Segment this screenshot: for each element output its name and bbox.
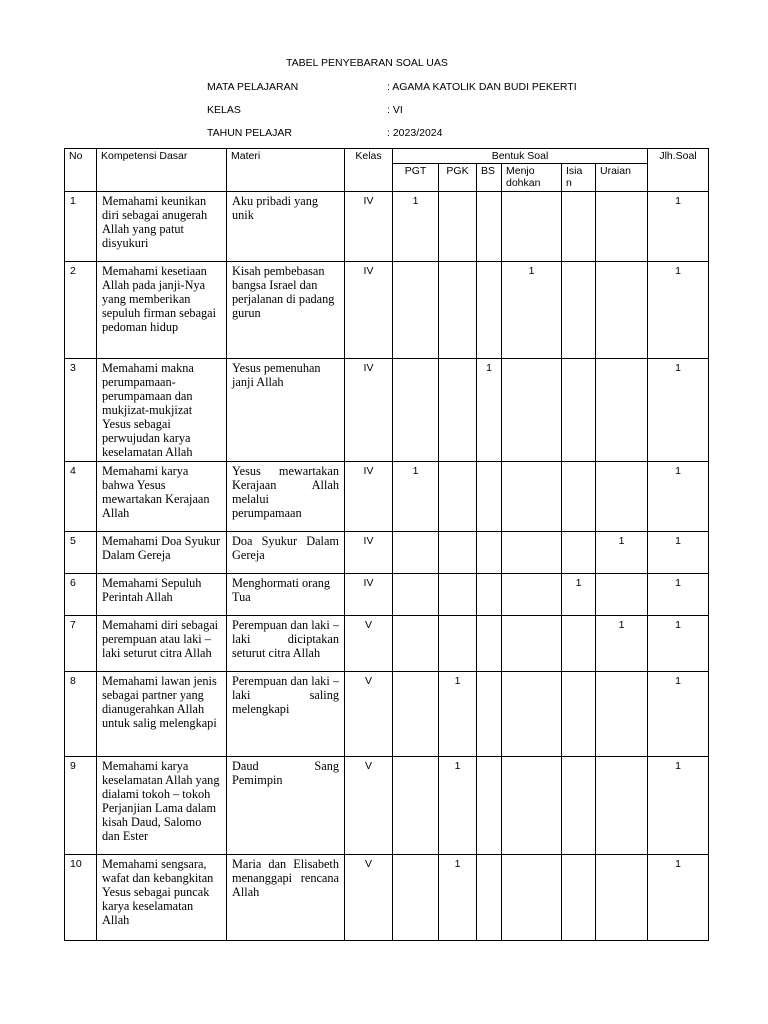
uraian-cell: [596, 262, 648, 359]
materi-cell: Doa Syukur Dalam Gereja: [227, 532, 345, 574]
uraian-cell: [596, 574, 648, 616]
materi-cell: Maria dan Elisabeth menanggapi rencana Allah: [227, 855, 345, 941]
table-row: [65, 574, 709, 616]
uraian-cell: [596, 672, 648, 757]
uraian-cell: [596, 359, 648, 462]
column-header-materi: Materi: [227, 149, 345, 192]
kelas-cell: IV: [345, 262, 393, 359]
menjodohkan-cell: [502, 532, 562, 574]
column-header-kompetensi: Kompetensi Dasar: [97, 149, 227, 192]
materi-cell: Perempuan dan laki – laki diciptakan seturut citra Allah: [227, 616, 345, 672]
kompetensi-cell: Memahami keunikan diri sebagai anugerah Allah yang patut disyukuri: [97, 192, 227, 262]
menjodohkan-cell: 1: [502, 262, 562, 359]
isian-cell: [562, 462, 596, 532]
materi-cell: Aku pribadi yang unik: [227, 192, 345, 262]
kelas-cell: V: [345, 757, 393, 855]
kompetensi-cell: Memahami Doa Syukur Dalam Gereja: [97, 532, 227, 574]
jumlah-soal-cell: 1: [648, 532, 709, 574]
isian-cell: [562, 672, 596, 757]
row-number-cell: 7: [65, 616, 97, 672]
kelas-cell: V: [345, 855, 393, 941]
materi-cell: Yesus mewartakan Kerajaan Allah melalui perumpamaan: [227, 462, 345, 532]
pgk-cell: [439, 262, 477, 359]
menjodohkan-cell: [502, 462, 562, 532]
pgt-cell: [393, 262, 439, 359]
menjodohkan-cell: [502, 855, 562, 941]
row-number-cell: 6: [65, 574, 97, 616]
table-body: [65, 192, 709, 941]
table-row: [65, 672, 709, 757]
kelas-cell: IV: [345, 192, 393, 262]
pgk-cell: [439, 192, 477, 262]
table-row: [65, 192, 709, 262]
bs-cell: [477, 574, 502, 616]
row-number-cell: 9: [65, 757, 97, 855]
kelas-cell: IV: [345, 532, 393, 574]
pgk-cell: [439, 532, 477, 574]
kelas-cell: IV: [345, 574, 393, 616]
bs-cell: [477, 672, 502, 757]
kompetensi-cell: Memahami makna perumpamaan-perumpamaan dan mukjizat-mukjizat Yesus sebagai perwujudan karya keselamatan Allah: [97, 359, 227, 462]
materi-cell: Daud Sang Pemimpin: [227, 757, 345, 855]
row-number-cell: 10: [65, 855, 97, 941]
jumlah-soal-cell: 1: [648, 192, 709, 262]
isian-cell: [562, 192, 596, 262]
isian-cell: [562, 616, 596, 672]
subcolumn-header-bs: BS: [477, 164, 502, 192]
kelas-cell: V: [345, 616, 393, 672]
materi-cell: Menghormati orang Tua: [227, 574, 345, 616]
pgk-cell: [439, 616, 477, 672]
pgt-cell: [393, 574, 439, 616]
table-header-row: [65, 149, 709, 164]
subcolumn-header-pgk: PGK: [439, 164, 477, 192]
row-number-cell: 4: [65, 462, 97, 532]
table-row: [65, 532, 709, 574]
table-row: [65, 855, 709, 941]
pgk-cell: 1: [439, 672, 477, 757]
menjodohkan-cell: [502, 574, 562, 616]
pgt-cell: 1: [393, 192, 439, 262]
bs-cell: 1: [477, 359, 502, 462]
jumlah-soal-cell: 1: [648, 855, 709, 941]
row-number-cell: 1: [65, 192, 97, 262]
kompetensi-cell: Memahami lawan jenis sebagai partner yang dianugerahkan Allah untuk salig melengkapi: [97, 672, 227, 757]
menjodohkan-cell: [502, 757, 562, 855]
table-row: [65, 262, 709, 359]
isian-cell: 1: [562, 574, 596, 616]
isian-cell: [562, 855, 596, 941]
table-row: [65, 359, 709, 462]
pgk-cell: [439, 462, 477, 532]
jumlah-soal-cell: 1: [648, 574, 709, 616]
subcolumn-header-isian: Isia n: [562, 164, 596, 192]
row-number-cell: 8: [65, 672, 97, 757]
table-row: [65, 462, 709, 532]
pgt-cell: [393, 532, 439, 574]
pgt-cell: [393, 855, 439, 941]
bs-cell: [477, 192, 502, 262]
kompetensi-cell: Memahami kesetiaan Allah pada janji-Nya yang memberikan sepuluh firman sebagai pedoman hidup: [97, 262, 227, 359]
kompetensi-cell: Memahami karya bahwa Yesus mewartakan Kerajaan Allah: [97, 462, 227, 532]
bs-cell: [477, 757, 502, 855]
pgt-cell: [393, 616, 439, 672]
uraian-cell: 1: [596, 532, 648, 574]
table-row: [65, 757, 709, 855]
pgk-cell: 1: [439, 757, 477, 855]
jumlah-soal-cell: 1: [648, 262, 709, 359]
bs-cell: [477, 855, 502, 941]
bs-cell: [477, 616, 502, 672]
kompetensi-cell: Memahami Sepuluh Perintah Allah: [97, 574, 227, 616]
pgk-cell: 1: [439, 855, 477, 941]
table-row: [65, 616, 709, 672]
subcolumn-header-uraian: Uraian: [596, 164, 648, 192]
menjodohkan-cell: [502, 616, 562, 672]
subcolumn-header-menjodohkan: Menjo dohkan: [502, 164, 562, 192]
pgt-cell: [393, 672, 439, 757]
kelas-cell: IV: [345, 359, 393, 462]
jumlah-soal-cell: 1: [648, 462, 709, 532]
isian-cell: [562, 262, 596, 359]
column-header-jumlah: Jlh.Soal: [648, 149, 709, 192]
info-label-class: KELAS: [207, 104, 241, 116]
menjodohkan-cell: [502, 359, 562, 462]
jumlah-soal-cell: 1: [648, 616, 709, 672]
kompetensi-cell: Memahami karya keselamatan Allah yang dialami tokoh – tokoh Perjanjian Lama dalam kisah Daud, Salomo dan Ester: [97, 757, 227, 855]
row-number-cell: 5: [65, 532, 97, 574]
menjodohkan-cell: [502, 192, 562, 262]
jumlah-soal-cell: 1: [648, 672, 709, 757]
uraian-cell: [596, 192, 648, 262]
isian-cell: [562, 359, 596, 462]
uraian-cell: [596, 757, 648, 855]
bs-cell: [477, 532, 502, 574]
column-header-no: No: [65, 149, 97, 192]
jumlah-soal-cell: 1: [648, 757, 709, 855]
subcolumn-header-pgt: PGT: [393, 164, 439, 192]
bs-cell: [477, 462, 502, 532]
menjodohkan-cell: [502, 672, 562, 757]
uraian-cell: [596, 462, 648, 532]
materi-cell: Yesus pemenuhan janji Allah: [227, 359, 345, 462]
pgt-cell: 1: [393, 462, 439, 532]
pgt-cell: [393, 359, 439, 462]
uraian-cell: 1: [596, 616, 648, 672]
pgk-cell: [439, 574, 477, 616]
kompetensi-cell: Memahami diri sebagai perempuan atau laki – laki seturut citra Allah: [97, 616, 227, 672]
row-number-cell: 3: [65, 359, 97, 462]
kompetensi-cell: Memahami sengsara, wafat dan kebangkitan Yesus sebagai puncak karya keselamatan Allah: [97, 855, 227, 941]
info-label-year: TAHUN PELAJAR: [207, 127, 292, 139]
pgt-cell: [393, 757, 439, 855]
pgk-cell: [439, 359, 477, 462]
kelas-cell: IV: [345, 462, 393, 532]
isian-cell: [562, 757, 596, 855]
uraian-cell: [596, 855, 648, 941]
materi-cell: Perempuan dan laki – laki saling melengkapi: [227, 672, 345, 757]
info-value-year: : 2023/2024: [387, 127, 443, 139]
column-header-kelas: Kelas: [345, 149, 393, 192]
row-number-cell: 2: [65, 262, 97, 359]
jumlah-soal-cell: 1: [648, 359, 709, 462]
materi-cell: Kisah pembebasan bangsa Israel dan perjalanan di padang gurun: [227, 262, 345, 359]
document-title: TABEL PENYEBARAN SOAL UAS: [286, 57, 448, 69]
bs-cell: [477, 262, 502, 359]
kelas-cell: V: [345, 672, 393, 757]
distribution-table: [64, 148, 709, 941]
info-value-subject: : AGAMA KATOLIK DAN BUDI PEKERTI: [387, 81, 577, 93]
info-label-subject: MATA PELAJARAN: [207, 81, 299, 93]
column-header-bentuk-soal: Bentuk Soal: [393, 149, 648, 164]
info-value-class: : VI: [387, 104, 403, 116]
isian-cell: [562, 532, 596, 574]
